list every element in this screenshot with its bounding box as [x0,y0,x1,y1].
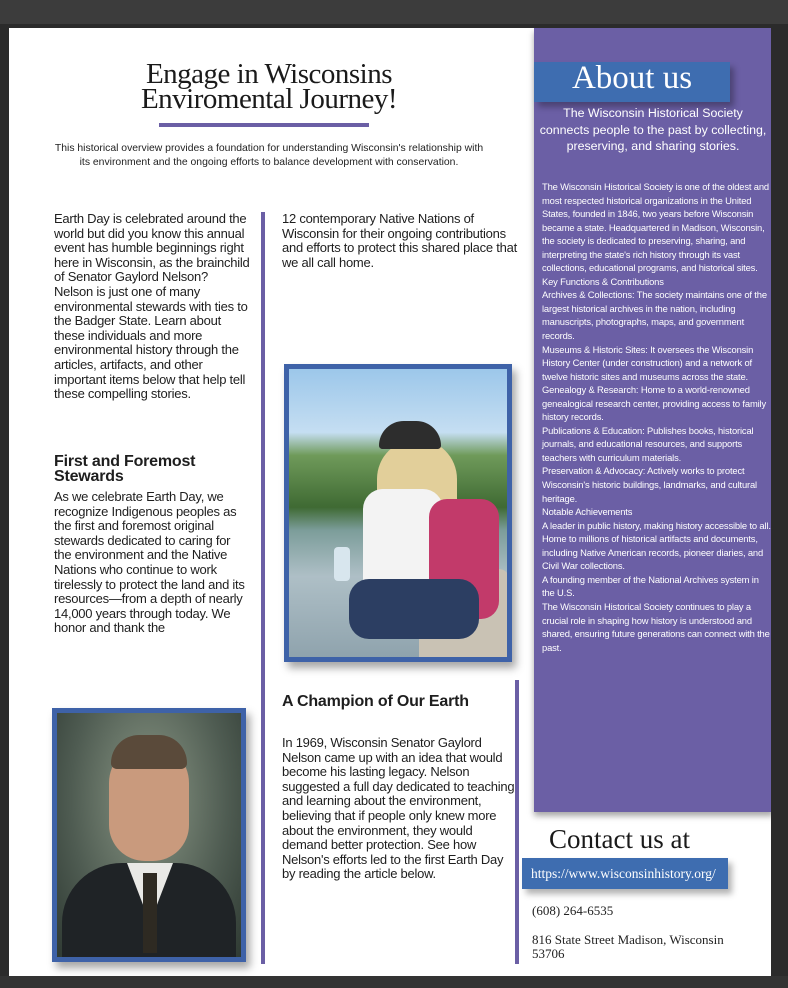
gaylord-nelson-portrait [52,708,246,962]
viewer-toolbar [0,0,788,24]
about-item: A leader in public history, making history accessible to all. [542,519,771,531]
earth-day-photo [284,364,512,662]
about-item: Preservation & Advocacy: Actively works to protect Wisconsin's historic buildings, landmarks, and cultural heritage. [542,465,757,504]
about-item: A founding member of the National Archives system in the U.S. [542,573,759,599]
document-page [9,28,771,976]
about-lead: The Wisconsin Historical Society connects people to the past by collecting, preserving, and sharing stories. [539,106,767,153]
about-title: About us [571,60,693,96]
about-item: Genealogy & Research: Home to a world-renowned genealogical research center, providing access to family history records. [542,384,767,423]
about-subheading: Notable Achievements [542,506,633,518]
intro-text: This historical overview provides a foundation for understanding Wisconsin's relationship with its environment and the ongoing efforts to balance development with conservation. [54,143,484,168]
about-item: Archives & Collections: The society maintains one of the largest historical archives in the nation, including manuscripts, photographs, maps, and government records. [542,289,767,342]
about-item: The Wisconsin Historical Society continues to play a crucial role in shaping how history is understood and shared, ensuring future generations can connect with the past. [542,600,770,653]
section-heading-champion: A Champion of Our Earth [282,693,469,710]
contact-title: Contact us at [549,824,690,854]
stewards-paragraph: As we celebrate Earth Day, we recognize Indigenous peoples as the first and foremost original stewards dedicated to caring for the environment and the Native Nations who continue to work tirelessly to protect the land and its resources—from a depth of nearly 14,000 years through today. We honor and thank the [54,489,245,636]
about-item: Home to millions of historical artifacts and documents, including Native American records, pioneer diaries, and Civil War collections. [542,533,764,572]
website-link[interactable]: https://www.wisconsinhistory.org/ [522,858,728,889]
column-divider-right [515,680,519,964]
about-item: Publications & Education: Publishes books, historical journals, and educational resources, and supports teachers with curriculum materials. [542,424,754,463]
address: 816 State Street Madison, Wisconsin 53706 [532,932,724,961]
viewer-bottom-bar [0,976,788,988]
title-divider [159,123,369,127]
page-title [89,58,449,115]
column-divider-left [261,212,265,964]
section-heading-stewards: First and Foremost Stewards [54,453,196,485]
native-nations-paragraph: 12 contemporary Native Nations of Wisconsin for their ongoing contributions and efforts to protect this shared place that we all call home. [282,211,517,270]
intro-paragraph: Earth Day is celebrated around the world but did you know this annual event has humble beginnings right here in Wisconsin, as the brainchild of Senator Gaylord Nelson? Nelson is just one of many environmental stewards with ties to the Badger State. Learn about these individuals and more environmental history through the articles, artifacts, and other important items below that help tell these compelling stories. [54,211,250,402]
title-line-2: Enviromental Journey! [140,83,398,115]
phone-number: (608) 264-6535 [532,903,614,918]
about-subheading: Key Functions & Contributions [542,275,664,287]
about-body [542,180,771,654]
champion-paragraph: In 1969, Wisconsin Senator Gaylord Nelson came up with an idea that would become his lasting legacy. Nelson suggested a full day dedicated to teaching and learning about the environment, believing that if people only knew more about the environment, they would demand better protection. See how Nelson's efforts led to the first Earth Day by reading the article below. [282,735,515,882]
about-paragraph: The Wisconsin Historical Society is one of the oldest and most respected historical organizations in the United States, founded in 1846, two years before Wisconsin became a state. Headquartered in Madison, Wisconsin, the society is dedicated to preserving, sharing, and interpreting the state's rich history through its vast collections, educational programs, and historical sites. [542,181,769,274]
about-item: Museums & Historic Sites: It oversees the Wisconsin History Center (under construction) and a network of twelve historic sites and museums across the state. [542,343,754,382]
title-line-1: Engage in Wisconsins [145,58,393,90]
